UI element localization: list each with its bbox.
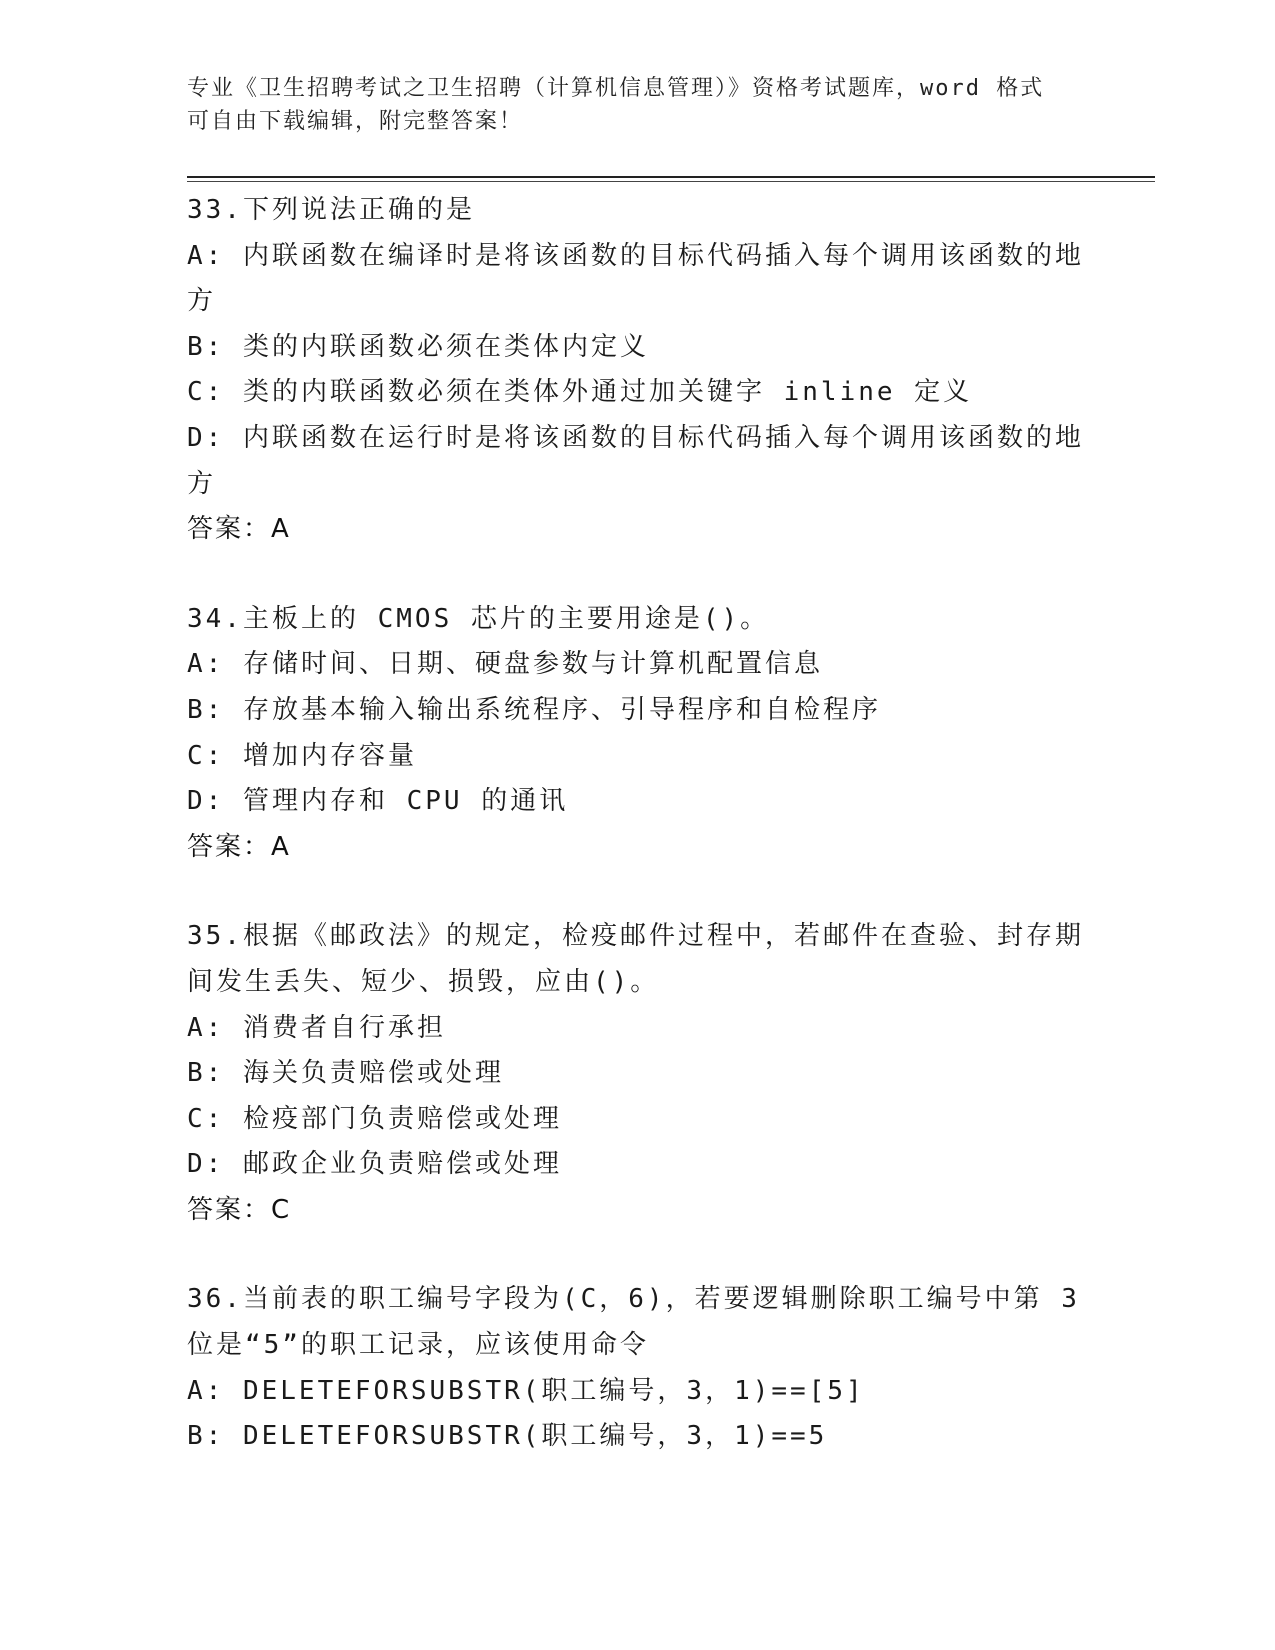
option-b: B: DELETEFORSUBSTR(职工编号，3，1)==5 (187, 1421, 828, 1452)
question-36 (187, 1277, 1087, 1459)
document-header: 专业《卫生招聘考试之卫生招聘（计算机信息管理）》资格考试题库，word 格式可自由下载编辑，附完整答案！ (187, 76, 1045, 134)
option-d: D: 内联函数在运行时是将该函数的目标代码插入每个调用该函数的地方 (187, 422, 1084, 499)
option-d: D: 管理内存和 CPU 的通讯 (187, 786, 569, 817)
option-a: A: DELETEFORSUBSTR(职工编号，3，1)==[5] (187, 1375, 865, 1406)
question-stem: 35.根据《邮政法》的规定，检疫邮件过程中，若邮件在查验、封存期间发生丢失、短少、损毁，应由()。 (187, 921, 1084, 997)
question-stem: 34.主板上的 CMOS 芯片的主要用途是()。 (187, 603, 770, 634)
question-34 (187, 597, 1087, 871)
question-stem: 33.下列说法正确的是 (187, 195, 475, 225)
question-35 (187, 914, 1087, 1233)
question-33 (187, 188, 1087, 553)
option-b: B: 海关负责赔偿或处理 (187, 1058, 504, 1089)
option-a: A: 消费者自行承担 (187, 1012, 446, 1043)
question-list (187, 188, 1087, 1504)
option-c: C: 增加内存容量 (187, 740, 417, 771)
question-stem: 36.当前表的职工编号字段为(C，6)，若要逻辑删除职工编号中第 3 位是“5”的职工记录，应该使用命令 (187, 1284, 1080, 1361)
answer: 答案：A (187, 831, 291, 862)
option-a: A: 内联函数在编译时是将该函数的目标代码插入每个调用该函数的地方 (187, 240, 1084, 317)
option-c: C: 类的内联函数必须在类体外通过加关键字 inline 定义 (187, 377, 973, 408)
option-b: B: 存放基本输入输出系统程序、引导程序和自检程序 (187, 694, 881, 725)
header-rule-thick (187, 176, 1155, 178)
option-a: A: 存储时间、日期、硬盘参数与计算机配置信息 (187, 649, 823, 680)
answer: 答案：C (187, 1194, 292, 1225)
option-b: B: 类的内联函数必须在类体内定义 (187, 331, 649, 362)
answer: 答案：A (187, 514, 291, 545)
option-d: D: 邮政企业负责赔偿或处理 (187, 1149, 562, 1180)
option-c: C: 检疫部门负责赔偿或处理 (187, 1103, 562, 1134)
header-rule-thin (187, 181, 1155, 182)
